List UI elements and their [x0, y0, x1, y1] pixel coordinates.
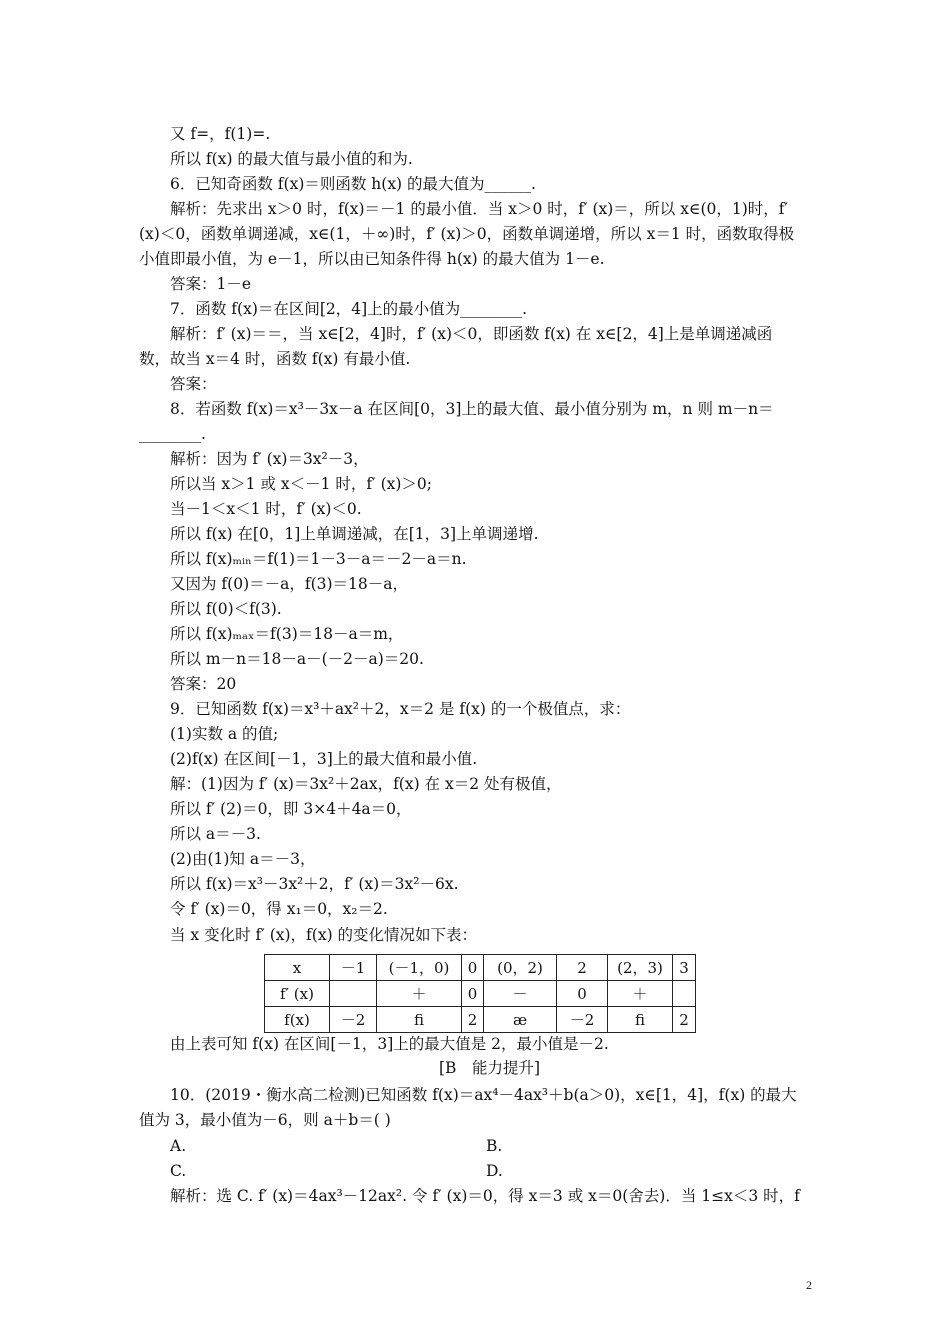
table-cell: ＋: [377, 981, 462, 1007]
text-line: 当 x 变化时 f′ (x)，f(x) 的变化情况如下表：: [170, 926, 478, 944]
table-cell: 0: [462, 955, 484, 981]
option-d: D.: [486, 1162, 503, 1180]
text-line: (x)＜0，函数单调递减，x∈(1，＋∞)时，f′ (x)＞0，函数单调递增，所以 x＝1 时，函数取得极: [139, 225, 795, 243]
text-line: ________.: [139, 425, 206, 443]
table-cell: ﬁ: [608, 1007, 673, 1033]
text-line: 解：(1)因为 f′ (x)＝3x²＋2ax，f(x) 在 x＝2 处有极值，: [170, 775, 562, 793]
table-cell: (2，3): [608, 955, 673, 981]
table-cell: －: [484, 981, 557, 1007]
table-cell: f(x): [265, 1007, 330, 1033]
table-row: [265, 955, 696, 981]
problem-9: 9．已知函数 f(x)＝x³＋ax²＋2，x＝2 是 f(x) 的一个极值点，求：: [170, 700, 631, 718]
table-cell: æ: [484, 1007, 557, 1033]
table-row: [265, 981, 696, 1007]
table-cell: －2: [557, 1007, 608, 1033]
table-cell: ＋: [608, 981, 673, 1007]
page-number: 2: [806, 1278, 812, 1292]
text-line: 又 f=，f(1)=.: [170, 125, 271, 143]
table-cell: 2: [673, 1007, 696, 1033]
table-cell: [673, 981, 696, 1007]
text-line: 所以 f′ (2)＝0，即 3×4＋4a＝0，: [170, 800, 412, 818]
answer-line: 答案：20: [170, 675, 237, 693]
text-line: 所以 m－n＝18－a－(－2－a)＝20.: [170, 650, 424, 668]
text-line: 小值即最小值，为 e－1，所以由已知条件得 h(x) 的最大值为 1－e.: [139, 250, 605, 268]
table-cell: x: [265, 955, 330, 981]
text-line: 值为 3，最小值为－6，则 a＋b＝( ): [139, 1111, 391, 1129]
problem-6: 6．已知奇函数 f(x)＝则函数 h(x) 的最大值为______.: [170, 175, 536, 193]
text-line: 所以 f(x)ₘₐₓ＝f(3)＝18－a＝m，: [170, 625, 404, 643]
text-line: 解析：f′ (x)＝＝，当 x∈[2，4]时，f′ (x)＜0，即函数 f(x) 在 x∈[2，4]上是单调递减函: [170, 325, 773, 343]
answer-line: 答案：: [170, 375, 217, 393]
text-line: 解析：先求出 x＞0 时，f(x)＝－1 的最小值．当 x＞0 时，f′ (x)＝，所以 x∈(0，1)时，f′: [170, 200, 789, 218]
option-c: C.: [170, 1162, 187, 1180]
problem-10: 10．(2019・衡水高二检测)已知函数 f(x)＝ax⁴－4ax³＋b(a＞0)，x∈[1，4]，f(x) 的最大: [170, 1086, 797, 1104]
text-line: 所以 f(x)ₘᵢₙ＝f(1)＝1－3－a＝－2－a＝n.: [170, 550, 467, 568]
text-line: 又因为 f(0)＝－a，f(3)＝18－a，: [170, 575, 409, 593]
text-line: (1)实数 a 的值;: [170, 725, 279, 743]
table-cell: 0: [462, 981, 484, 1007]
table-cell: 3: [673, 955, 696, 981]
text-line: 由上表可知 f(x) 在区间[－1，3]上的最大值是 2，最小值是－2.: [170, 1035, 609, 1053]
text-line: 所以 f(0)＜f(3).: [170, 600, 282, 618]
problem-7: 7．函数 f(x)＝在区间[2，4]上的最小值为________.: [170, 300, 528, 318]
text-line: 解析：选 C. f′ (x)＝4ax³－12ax². 令 f′ (x)＝0，得 x＝3 或 x＝0(舍去)．当 1≤x＜3 时，f: [170, 1187, 800, 1205]
text-line: 解析：因为 f′ (x)＝3x²－3，: [170, 450, 369, 468]
table-cell: 0: [557, 981, 608, 1007]
text-line: (2)f(x) 在区间[－1，3]上的最大值和最小值.: [170, 750, 478, 768]
text-line: 所以当 x＞1 或 x＜－1 时，f′ (x)＞0;: [170, 475, 433, 493]
text-line: 数，故当 x＝4 时，函数 f(x) 有最小值.: [139, 350, 411, 368]
problem-8: 8．若函数 f(x)＝x³－3x－a 在区间[0，3]上的最大值、最小值分别为 m，n 则 m－n＝: [170, 400, 774, 418]
text-line: 所以 f(x) 在[0，1]上单调递减，在[1，3]上单调递增.: [170, 525, 539, 543]
table-cell: [330, 981, 377, 1007]
table-cell: ﬁ: [377, 1007, 462, 1033]
text-line: 令 f′ (x)＝0，得 x₁＝0，x₂＝2.: [170, 900, 388, 918]
text-line: 所以 f(x) 的最大值与最小值的和为.: [170, 150, 413, 168]
option-b: B.: [486, 1137, 503, 1155]
table-cell: 2: [462, 1007, 484, 1033]
section-heading: [B 能力提升]: [439, 1059, 540, 1077]
variation-table: [264, 954, 696, 1033]
table-cell: (0，2): [484, 955, 557, 981]
table-cell: －2: [330, 1007, 377, 1033]
text-line: (2)由(1)知 a＝－3，: [170, 850, 316, 868]
table-cell: －1: [330, 955, 377, 981]
answer-line: 答案：1－e: [170, 275, 252, 293]
text-line: 所以 f(x)＝x³－3x²＋2，f′ (x)＝3x²－6x.: [170, 875, 459, 893]
table-cell: 2: [557, 955, 608, 981]
table-row: [265, 1007, 696, 1033]
text-line: 所以 a＝－3.: [170, 825, 261, 843]
option-a: A.: [170, 1137, 187, 1155]
table-cell: (－1，0): [377, 955, 462, 981]
text-line: 当－1＜x＜1 时，f′ (x)＜0.: [170, 500, 362, 518]
table-cell: f′ (x): [265, 981, 330, 1007]
